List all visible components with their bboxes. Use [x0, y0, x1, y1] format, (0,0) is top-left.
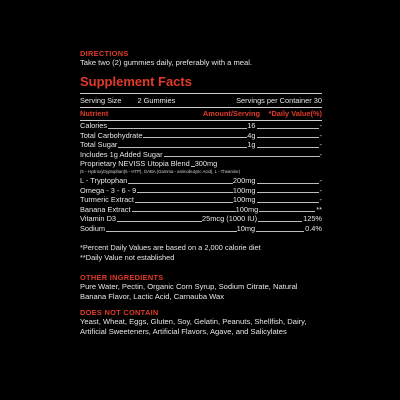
nutrient-row: [80, 205, 322, 215]
serving-size-label: Serving Size: [80, 96, 122, 105]
leader-line: [137, 192, 233, 193]
footnote-not-established: **Daily Value not established: [80, 252, 175, 262]
nutrient-daily-value: -: [319, 140, 322, 150]
nutrient-name: Omega - 3 - 6 - 9: [80, 185, 137, 195]
leader-line: [259, 211, 315, 212]
nutrient-daily-value: -: [319, 149, 322, 159]
leader-line: [257, 192, 319, 193]
footnote-daily-value: *Percent Daily Values are based on a 2,000 calorie diet: [80, 242, 261, 252]
nutrient-name: Total Sugar: [80, 140, 118, 150]
nutrient-name: Vitamin D3: [80, 214, 117, 224]
nutrient-name: Turmeric Extract: [80, 195, 134, 205]
nutrient-amount: 10mg: [236, 223, 256, 233]
nutrient-row: [80, 131, 322, 141]
nutrient-row: [80, 224, 322, 234]
nutrient-amount: 200mg: [232, 175, 256, 185]
leader-line: [117, 221, 202, 222]
other-ingredients-text: Pure Water, Pectin, Organic Corn Syrup, Sodium Citrate, Natural Banana Flavor, Lactic Acid, Carnauba Wax: [80, 281, 298, 301]
nutrient-name: Banana Extract: [80, 204, 131, 214]
supplement-facts-title: Supplement Facts: [80, 74, 192, 89]
leader-line: [132, 211, 236, 212]
column-amount: Amount/Serving: [202, 109, 260, 118]
directions-heading: DIRECTIONS: [80, 49, 129, 58]
serving-size: [80, 96, 175, 106]
nutrient-amount: 100mg: [232, 185, 256, 195]
leader-line: [135, 202, 233, 203]
nutrient-daily-value: **: [316, 204, 322, 214]
nutrient-daily-value: 125%: [303, 214, 322, 224]
leader-line: [128, 183, 233, 184]
label-content: [80, 49, 322, 337]
leader-line: [108, 128, 247, 129]
column-nutrient: Nutrient: [80, 109, 109, 118]
nutrient-row: [80, 121, 322, 131]
leader-line: [118, 147, 247, 148]
servings-per-container: Servings per Container 30: [236, 96, 322, 105]
nutrient-row: [80, 214, 322, 224]
nutrient-amount: 16: [247, 121, 256, 130]
nutrient-name: Total Carbohydrate: [80, 130, 143, 140]
nutrient-daily-value: -: [319, 185, 322, 195]
nutrient-row: [80, 159, 322, 169]
facts-rows: [80, 121, 322, 234]
nutrient-name: L - Tryptophan: [80, 175, 128, 185]
nutrient-amount: 25mcg (1000 IU): [202, 214, 258, 224]
serving-info: [80, 96, 322, 106]
does-not-contain-text: Yeast, Wheat, Eggs, Gluten, Soy, Gelatin, Peanuts, Shellfish, Dairy, Artificial Sweeteners, Artificial Flavors, Agave, and Salicylates: [80, 316, 307, 336]
leader-line: [257, 183, 319, 184]
nutrient-row: [80, 140, 322, 150]
leader-line: [258, 221, 302, 222]
nutrient-name: Includes 1g Added Sugar: [80, 149, 163, 159]
nutrient-amount: 4g: [247, 130, 256, 140]
leader-line: [164, 156, 320, 157]
facts-footnotes: [80, 243, 322, 263]
serving-size-value: 2 Gummies: [137, 96, 176, 105]
leader-line: [106, 231, 237, 232]
nutrient-name: Proprietary NEVISS Utopia Blend: [80, 159, 190, 169]
leader-line: [256, 231, 304, 232]
nutrient-amount: 100mg: [235, 204, 259, 214]
nutrient-amount: 100mg: [232, 195, 256, 205]
nutrient-name: Sodium: [80, 223, 106, 233]
nutrient-daily-value: 0.4%: [305, 223, 322, 233]
leader-line: [257, 147, 319, 148]
nutrient-daily-value: -: [319, 130, 322, 140]
serving-rule: [80, 107, 322, 108]
other-ingredients-heading: OTHER INGREDIENTS: [80, 272, 164, 282]
facts-top-rule: [80, 93, 322, 94]
nutrient-daily-value: -: [319, 121, 322, 130]
nutrient-daily-value: -: [319, 195, 322, 205]
nutrient-row: [80, 195, 322, 205]
nutrient-row: [80, 150, 322, 160]
leader-line: [257, 137, 319, 138]
nutrient-amount: 1g: [247, 140, 256, 150]
leader-line: [257, 128, 319, 129]
blend-ingredients-note: (5 - Hydroxytryptophan(5 - HTP), GABA (Gamma - aminobutyric Acid), L - Theanine): [80, 168, 240, 174]
nutrient-amount: 300mg: [194, 159, 218, 169]
does-not-contain-heading: DOES NOT CONTAIN: [80, 307, 159, 317]
nutrient-daily-value: -: [319, 175, 322, 185]
directions-text: Take two (2) gummies daily, preferably with a meal.: [80, 58, 253, 67]
leader-line: [143, 137, 247, 138]
nutrient-name: Calories: [80, 121, 108, 130]
nutrient-row: [80, 186, 322, 196]
column-daily-value: *Daily Value(%): [268, 109, 322, 118]
facts-column-headers: [80, 109, 322, 119]
leader-line: [257, 202, 319, 203]
nutrient-row: [80, 176, 322, 186]
